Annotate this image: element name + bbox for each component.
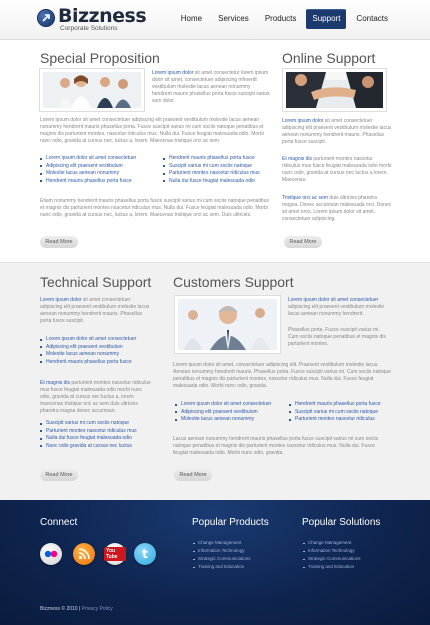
youtube-icon[interactable] <box>104 543 126 565</box>
technical-list1 <box>40 336 136 366</box>
special-list-left <box>40 155 136 185</box>
technical-p2: Et magnis dis parturient montes nascetur ridiculus mus fusce feugiat malesuada odio morbi nunc odio, gravida at cursus nec luctus a, lorem maecenas tristique orci ac sem duis ultricies pharetra magna donec accumsan. <box>40 380 151 414</box>
list-item[interactable]: Hendrerit mauris phasellus porta fusce <box>163 155 260 163</box>
logo-arrow-icon[interactable] <box>38 10 54 26</box>
list-item[interactable]: Molestie lacus aenean nonummy <box>175 416 271 424</box>
handshake-photo <box>283 69 386 111</box>
footer-link[interactable]: Training and Education <box>303 563 361 571</box>
special-read-more-button[interactable]: Read More <box>40 236 78 248</box>
list-item[interactable]: Suscipit varius mi cum sociis natoque <box>163 163 260 171</box>
list-item[interactable]: Lorem ipsum dolor sit amet consectetuer <box>175 401 271 409</box>
special-body: Lorem ipsum dolor sit amet consectetuer adipiscing elit praesent vestibulum molestie lacus aenean nonummy hendrerit mauris phasellus porta. Fusce suscipit varius mi cum sociis natoque penatibus et magnis dis parturient montes, nascetur ridiculus mus. Nulla dui. Fusce feugiat malesuada odio. Morbi nunc odio, gravida at cursus nec, luctus a, lorem. Maecenas tristique orci ac sem. <box>40 117 264 144</box>
rss-icon[interactable] <box>73 543 95 565</box>
popular-products-list <box>193 539 251 571</box>
technical-list2 <box>40 420 137 450</box>
list-item[interactable]: Adipiscing elit praesent vestibulum <box>40 163 136 171</box>
list-item[interactable]: Adipiscing elit praesent vestibulum <box>175 409 271 417</box>
list-item[interactable]: Adipiscing elit praesent vestibulum <box>40 344 136 352</box>
customers-side-p1: Lorem ipsum dolor sit amet consectetuer adipiscing elit praesent vestibulum molestie lacus aenean nonummy hendrerit. <box>288 297 385 317</box>
popular-solutions-list <box>303 539 361 571</box>
online-p3: Tristique orci ac sem duis ultricies pharetra magna. Donec accumsan malesuada orci. Donec sit amet eros. Lorem ipsum dolor sit amet, consectetuer adipiscing. <box>282 195 392 222</box>
technical-title: Technical Support <box>40 274 152 290</box>
online-p1: Lorem ipsum dolor sit amet consectetuer adipiscing elit praesent vestibulum molestie lacus aenean nonummy hendrerit mauris. Phasellus porta fusce suscipit. <box>282 118 392 145</box>
copyright: Bizzness © 2010 | Privacy Policy <box>40 606 113 612</box>
list-item[interactable]: Lorem ipsum dolor sit amet consectetuer <box>40 155 136 163</box>
privacy-policy-link[interactable]: Privacy Policy <box>81 606 113 612</box>
online-read-more-button[interactable]: Read More <box>284 236 322 248</box>
business-team-photo <box>40 69 144 111</box>
list-item[interactable]: Molestie lacus aenean nonummy <box>40 170 136 178</box>
customers-side-p2: Phasellus porta. Fusce suscipit varius mi. Cum sociis natoque penatibus et magnis dis parturient montes. <box>288 327 386 347</box>
footer-link[interactable]: Information Technology <box>193 547 251 555</box>
list-item[interactable]: Nunc odio gravida at cursus nec luctus <box>40 443 137 451</box>
customers-read-more-button[interactable]: Read More <box>174 469 212 481</box>
twitter-icon[interactable]: t <box>134 543 156 565</box>
footer-link[interactable]: Change Management <box>303 539 361 547</box>
technical-read-more-button[interactable]: Read More <box>40 469 78 481</box>
list-item[interactable]: Hendrerit mauris phasellus porta fusce <box>289 401 381 409</box>
list-item[interactable]: Molestie lacus aenean nonummy <box>40 351 136 359</box>
youtube-label: You Tube <box>104 547 126 561</box>
footer-link[interactable]: Change Management <box>193 539 251 547</box>
logo-subtitle: Corporate Solutions <box>60 25 118 32</box>
customer-service-photo <box>175 296 280 353</box>
popular-solutions-title: Popular Solutions <box>302 517 381 528</box>
customers-list-right <box>289 401 381 424</box>
technical-p1: Lorem ipsum dolor sit amet consectetuer adipiscing elit praesent vestibulum molestie lacus aenean nonummy hendrerit mauris. Phasellus porta fusce suscipit. <box>40 297 150 324</box>
online-p2: Et magnis dis parturient montes nascetur ridiculus mus fusce feugiat malesuada odio morbi nunc odio, gravida at cursus nec luctus a lorem. Maecenas. <box>282 156 392 183</box>
special-title: Special Proposition <box>40 50 160 66</box>
list-item[interactable]: Suscipit varius mi cum sociis natoque <box>289 409 381 417</box>
footer-link[interactable]: Strategic Communications <box>193 555 251 563</box>
nav-services[interactable]: Services <box>218 14 249 23</box>
special-list-right <box>163 155 260 185</box>
list-item[interactable]: Hendrerit mauris phasellus porta fusce <box>40 178 136 186</box>
nav-contacts[interactable]: Contacts <box>356 14 388 23</box>
list-item[interactable]: Suscipit varius mi cum sociis natoque <box>40 420 137 428</box>
online-title: Online Support <box>282 50 376 66</box>
customers-body: Lorem ipsum dolor sit amet, consectetuer adipiscing elit. Praesent vestibulum molestie lacus. Aenean nonummy hendrerit mauris. Phasellus porta. Fusce suscipit varius mi. Cum sociis natoque penatibus et magnis dis parturient montes, nascetur ridiculus mus. Nulla dui. Fusce feugiat malesuada odio. Morbi nunc odio, gravida. <box>173 362 391 389</box>
special-body2: Etiam nonummy hendrerit mauris phasellus porta fusce suscipit varius mi cum sociis natoque penatibus et magnis dis parturient montes nascetur ridiculus mus. Nulla dui. Fusce feugiat malesuada odio. Morbi nunc odio, gravida at cursus nec, luctus a, lorem. Maecenas tristique orci ac sem. Duis ultricies. <box>40 198 269 218</box>
list-item[interactable]: Nulla dui fusce feugiat malesuada odio <box>163 178 260 186</box>
footer-link[interactable]: Training and Education <box>193 563 251 571</box>
customers-title: Customers Support <box>173 274 294 290</box>
list-item[interactable]: Nulla dui fusce feugiat malesuada odio <box>40 435 137 443</box>
footer-link[interactable]: Strategic Communications <box>303 555 361 563</box>
connect-title: Connect <box>40 517 78 528</box>
nav-support[interactable]: Support <box>306 9 346 29</box>
logo-title[interactable]: Bizzness <box>58 5 147 27</box>
customers-body2: Lacus aenean nonummy hendrerit mauris phasellus porta fusce suscipit varius mi cum sociis natoque penatibus et magnis dis parturient montes nascetur ridiculus mus. Nulla dui. Fusce feugiat malesuada odio. Morbi nunc odio, gravida. <box>173 436 379 456</box>
list-item[interactable]: Parturient montes nascetur ridiculus mus <box>163 170 260 178</box>
list-item[interactable]: Hendrerit mauris phasellus porta fusce <box>40 359 136 367</box>
flickr-icon[interactable] <box>40 543 62 565</box>
footer-link[interactable]: Information Technology <box>303 547 361 555</box>
popular-products-title: Popular Products <box>192 517 269 528</box>
list-item[interactable]: Parturient montes nascetur ridiculus mus <box>40 428 137 436</box>
nav-products[interactable]: Products <box>264 14 297 23</box>
main-nav <box>175 9 394 29</box>
nav-home[interactable]: Home <box>180 14 203 23</box>
special-intro: Lorem ipsum dolor sit amet consectetur lorem ipsum dolor sit amet, consectetuer adipiscing mhoerdt vestibulum molestie lacus aenean nonummy hendrerit mauris phasellus porta fusce suscipit varius sum dolor. <box>152 70 270 104</box>
header <box>0 0 430 40</box>
list-item[interactable]: Lorem ipsum dolor sit amet consectetuer <box>40 336 136 344</box>
list-item[interactable]: Parturient montes nascetur ridiculus <box>289 416 381 424</box>
customers-list-left <box>175 401 271 424</box>
